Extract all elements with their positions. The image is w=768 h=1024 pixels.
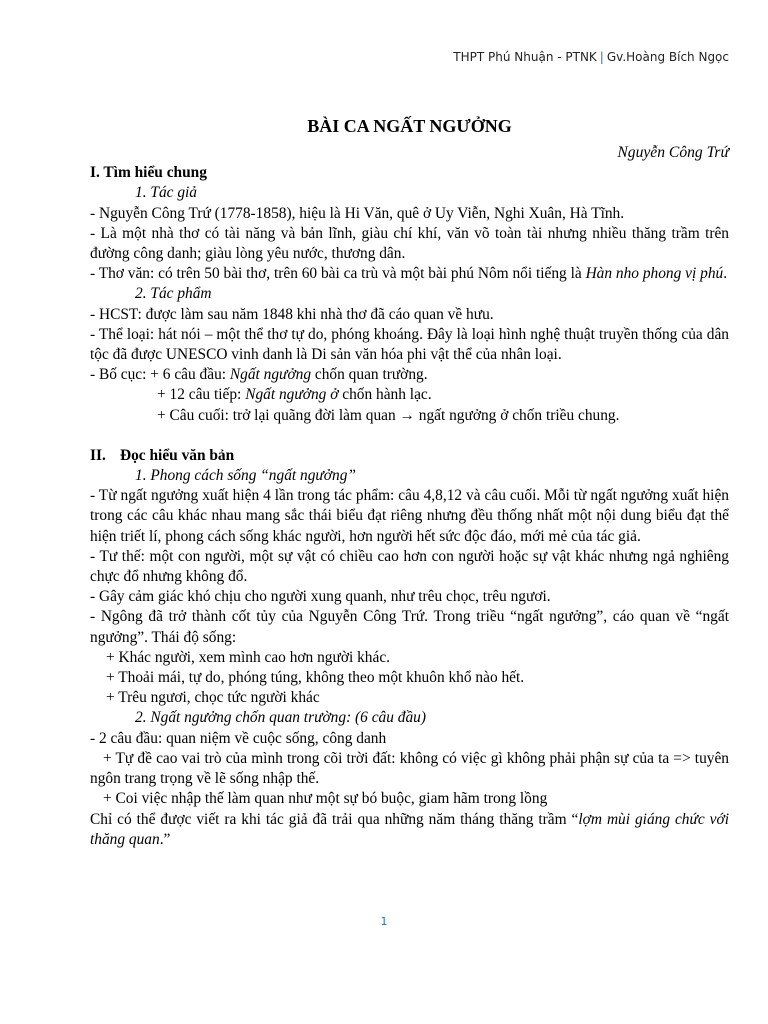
section-2-heading [90,446,729,466]
text-run: + 12 câu tiếp: [157,386,246,404]
paragraph [90,749,729,789]
italic-quote: lợm mùi giáng chức với thăng quan [90,810,729,848]
text-run: . [723,265,728,283]
paragraph [90,810,729,850]
paragraph: + Coi việc nhập thế làm quan như một sự bó buộc, giam hãm trong lồng [103,790,548,808]
bullet-item: + Trêu ngươi, chọc tức người khác [106,689,320,707]
paragraph: - 2 câu đầu: quan niệm về cuộc sống, công danh [90,729,387,747]
header-separator: | [599,50,604,64]
paragraph: - Ngông đã trở thành cốt tủy của Nguyễn Công Trứ. Trong triều “ngất ngưởng”, cáo quan về “ngất ngưởng”. Thái độ sống: [90,608,729,646]
section-1-heading: I. Tìm hiểu chung [90,164,207,182]
text-run: chốn quan trường. [311,366,428,384]
spacer [90,426,729,446]
arrow-icon: → [399,406,415,424]
text-run: ngất ngưởng ở chốn triều chung. [414,406,620,424]
text-run: .” [159,830,171,848]
section-2-sub-1: 1. Phong cách sống “ngất ngưởng” [135,467,356,485]
paragraph: - Từ ngất ngưởng xuất hiện 4 lần trong tác phẩm: câu 4,8,12 và câu cuối. Mỗi từ ngất ngưởng xuất hiện trong các câu khác nhau mang sắc thái biểu đạt riêng nhưng đều thống nhất một nội dung biểu đạt thể hiện triết lí, phong cách sống khác người, hơn người hết sức độc đáo, mới mẻ của tác giả. [90,487,729,545]
paragraph [90,264,729,284]
paragraph: - Thể loại: hát nói – một thể thơ tự do, phóng khoáng. Đây là loại hình nghệ thuật truyền thống của dân tộc đã được UNESCO vinh danh là Di sản văn hóa phi vật thể của nhân loại. [90,325,729,364]
paragraph: - HCST: được làm sau năm 1848 khi nhà thơ đã cáo quan về hưu. [90,305,494,323]
document-title: BÀI CA NGẤT NGƯỞNG [307,116,512,136]
page-number: 1 [380,915,388,928]
document-body [90,114,729,850]
text-run: Chỉ có thể được viết ra khi tác giả đã trải qua những năm tháng thăng trầm “ [90,810,579,828]
section-2-title: Đọc hiểu văn bản [120,446,235,464]
bullet-item: + Khác người, xem mình cao hơn người khác. [106,648,390,666]
text-run: chốn hành lạc. [338,386,432,404]
page-header [453,47,729,67]
italic-run: Ngất ngưởng ở [245,386,339,404]
text-run: - Thơ văn: có trên 50 bài thơ, trên 60 bài ca trù và một bài phú Nôm nổi tiếng là [90,265,586,283]
text-run: + Tự đề cao vai trò của mình trong cõi trời đất: không có việc gì không phải phận sự của ta => tuyên ngôn trang trọng về lẽ sống nhập thế. [90,749,729,788]
header-teacher: Gv.Hoàng Bích Ngọc [606,50,729,64]
text-run: - Bố cục: + 6 câu đầu: [90,366,230,384]
paragraph: - Nguyễn Công Trứ (1778-1858), hiệu là Hi Văn, quê ở Uy Viễn, Nghi Xuân, Hà Tĩnh. [90,204,625,222]
paragraph: - Tư thế: một con người, một sự vật có chiều cao hơn con người hoặc sự vật khác nhưng ngả nghiêng chực đổ nhưng không đổ. [90,547,729,586]
paragraph: - Là một nhà thơ có tài năng và bản lĩnh, giàu chí khí, văn võ toàn tài nhưng nhiều thăng trầm trên đường công danh; giàu lòng yêu nước, thương dân. [90,224,729,263]
paragraph [90,365,729,385]
section-2-sub-2: 2. Ngất ngưởng chốn quan trường: (6 câu đầu) [135,709,426,727]
section-1-sub-1: 1. Tác giả [135,184,197,202]
paragraph: - Gây cảm giác khó chịu cho người xung quanh, như trêu chọc, trêu ngươi. [90,588,551,606]
section-1-sub-2: 2. Tác phẩm [135,285,212,303]
paragraph [90,406,729,426]
work-title: Hàn nho phong vị phú [585,265,724,283]
section-2-number: II. [90,446,106,464]
header-school: THPT Phú Nhuận - PTNK [453,50,597,64]
text-run: + Câu cuối: trở lại quãng đời làm quan [157,406,400,424]
paragraph [90,385,729,405]
bullet-item: + Thoải mái, tự do, phóng túng, không theo một khuôn khổ nào hết. [106,669,525,687]
italic-run: Ngất ngưởng [229,366,312,384]
document-author: Nguyễn Công Trứ [617,144,729,161]
